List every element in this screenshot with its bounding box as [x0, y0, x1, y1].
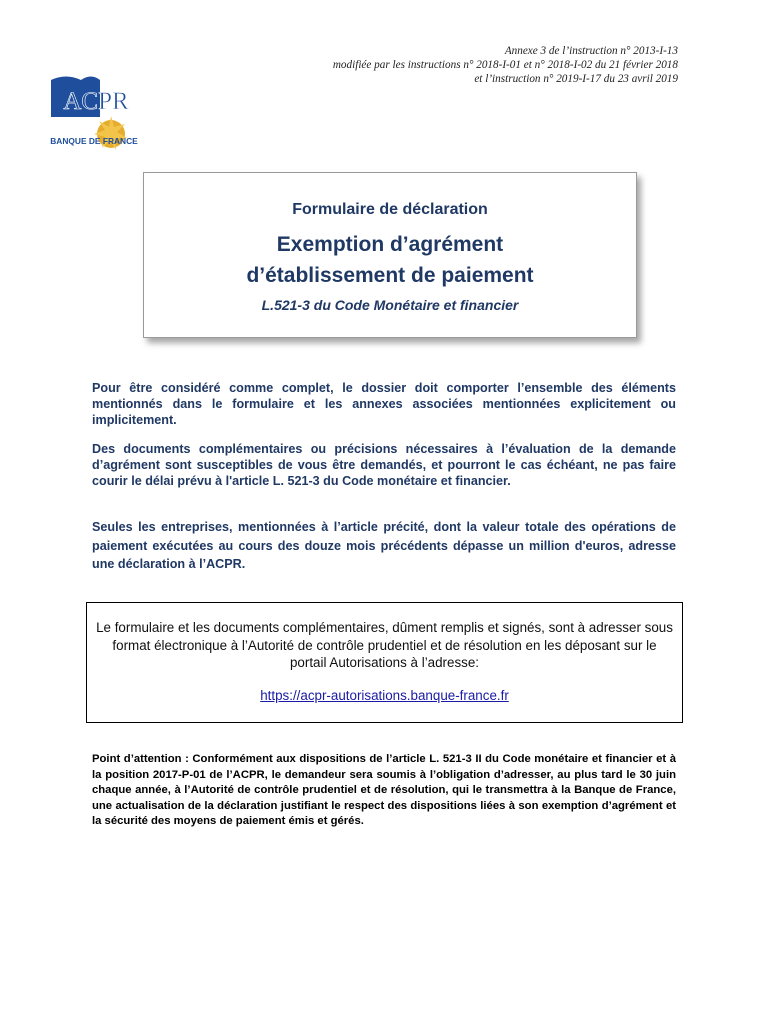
reference-line-3: et l’instruction n° 2019-I-17 du 23 avril 2019 [474, 73, 678, 85]
reference-line-2: modifiée par les instructions n° 2018-I-01 et n° 2018-I-02 du 21 février 2018 [332, 59, 678, 71]
form-label: Formulaire de déclaration [292, 201, 488, 218]
acpr-logo-graphic [48, 72, 140, 160]
intro-paragraph-eligibility: Seules les entreprises, mentionnées à l’article précité, dont la valeur totale des opérations de paiement exécutées au cours des douze mois précédents dépasse un million d'euros, adresse une déclaration à l’ACPR. [92, 520, 676, 571]
legal-reference: L.521-3 du Code Monétaire et financier [261, 297, 519, 313]
intro-paragraph-additional-documents: Des documents complémentaires ou précisions nécessaires à l’évaluation de la demande d’agrément sont susceptibles de vous être demandés, et pourront le cas échéant, ne pas faire courir le délai prévu à l'article L. 521-3 du Code monétaire et financier. [92, 442, 676, 488]
intro-paragraph-completeness: Pour être considéré comme complet, le dossier doit comporter l’ensemble des éléments mentionnés dans le formulaire et les annexes associées mentionnées explicitement ou implicitement. [92, 381, 676, 427]
document-title [144, 229, 636, 291]
acpr-logo [48, 72, 140, 160]
title-line-1: Exemption d’agrément [276, 233, 504, 256]
form-title-box [143, 172, 637, 338]
reference-line-1: Annexe 3 de l’instruction n° 2013-I-13 [504, 45, 678, 57]
logo-subtitle: BANQUE DE FRANCE [50, 136, 138, 146]
instruction-reference [333, 44, 678, 86]
submission-text: Le formulaire et les documents complémentaires, dûment remplis et signés, sont à adresser sous format électronique à l’Autorité de contrôle prudentiel et de résolution en les déposant sur le portail Autorisations à l’adresse: [96, 620, 673, 670]
title-line-2: d’établissement de paiement [246, 264, 534, 287]
logo-acronym: ACPR [63, 88, 129, 115]
attention-notice: Point d’attention : Conformément aux dispositions de l’article L. 521-3 II du Code monétaire et financier et à la position 2017-P-01 de l’ACPR, le demandeur sera soumis à l’obligation d’adresser, au plus tard le 30 juin chaque année, à l’Autorité de contrôle prudentiel et de résolution, qui le transmettra à la Banque de France, une actualisation de la déclaration justifiant le respect des dispositions liées à son exemption d’agrément et la sécurité des moyens de paiement émis et gérés. [92, 753, 676, 828]
submission-address-box [86, 602, 683, 723]
portal-link[interactable]: https://acpr-autorisations.banque-france.fr [260, 687, 509, 703]
